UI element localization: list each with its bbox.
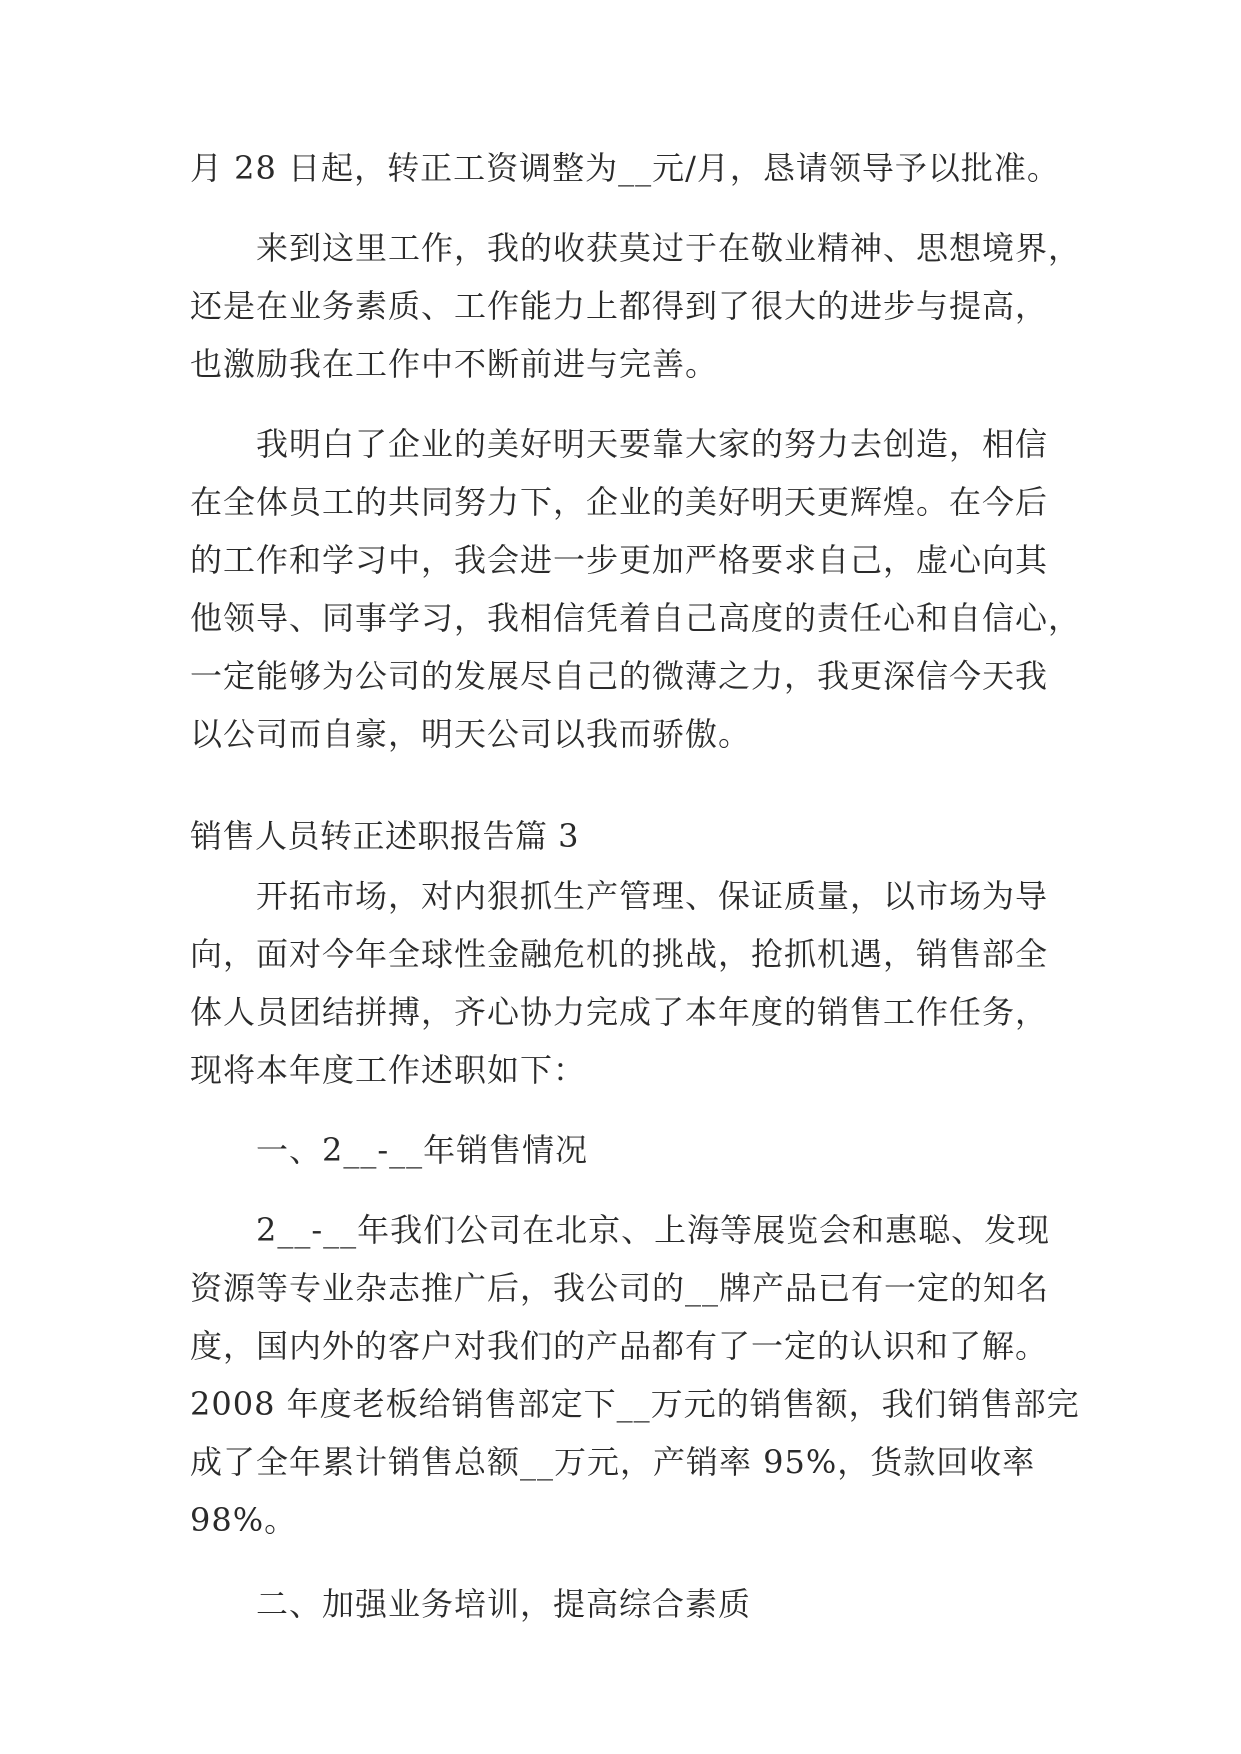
paragraph-line: 资源等专业杂志推广后，我公司的__牌产品已有一定的知名 bbox=[190, 1269, 1050, 1307]
paragraph-line: 我明白了企业的美好明天要靠大家的努力去创造，相信 bbox=[256, 425, 1049, 463]
paragraph-line: 还是在业务素质、工作能力上都得到了很大的进步与提高， bbox=[190, 287, 1049, 325]
paragraph-line: 2008 年度老板给销售部定下__万元的销售额，我们销售部完 bbox=[190, 1385, 1080, 1423]
paragraph-line: 2__-__年我们公司在北京、上海等展览会和惠聪、发现 bbox=[256, 1211, 1051, 1249]
paragraph-line: 98%。 bbox=[190, 1501, 298, 1539]
paragraph-line: 来到这里工作，我的收获莫过于在敬业精神、思想境界， bbox=[256, 229, 1082, 267]
paragraph-line: 他领导、同事学习，我相信凭着自己高度的责任心和自信心， bbox=[190, 599, 1082, 637]
paragraph-line: 度，国内外的客户对我们的产品都有了一定的认识和了解。 bbox=[190, 1327, 1049, 1365]
paragraph-line: 开拓市场，对内狠抓生产管理、保证质量，以市场为导 bbox=[256, 877, 1049, 915]
paragraph-line: 月 28 日起，转正工资调整为__元/月，恳请领导予以批准。 bbox=[190, 149, 1060, 187]
paragraph-line: 成了全年累计销售总额__万元，产销率 95%，货款回收率 bbox=[190, 1443, 1036, 1481]
paragraph-line: 在全体员工的共同努力下，企业的美好明天更辉煌。在今后 bbox=[190, 483, 1049, 521]
paragraph-line: 体人员团结拼搏，齐心协力完成了本年度的销售工作任务， bbox=[190, 993, 1049, 1031]
paragraph-line: 以公司而自豪，明天公司以我而骄傲。 bbox=[190, 715, 752, 753]
paragraph-line: 的工作和学习中，我会进一步更加严格要求自己，虚心向其 bbox=[190, 541, 1049, 579]
subheading: 二、加强业务培训，提高综合素质 bbox=[256, 1585, 752, 1623]
paragraph-line: 也激励我在工作中不断前进与完善。 bbox=[190, 345, 719, 383]
paragraph-line: 一定能够为公司的发展尽自己的微薄之力，我更深信今天我 bbox=[190, 657, 1049, 695]
paragraph-line: 向，面对今年全球性金融危机的挑战，抢抓机遇，销售部全 bbox=[190, 935, 1049, 973]
section-heading: 销售人员转正述职报告篇 3 bbox=[190, 817, 580, 855]
paragraph-line: 现将本年度工作述职如下： bbox=[190, 1051, 587, 1089]
subheading: 一、2__-__年销售情况 bbox=[256, 1131, 589, 1169]
